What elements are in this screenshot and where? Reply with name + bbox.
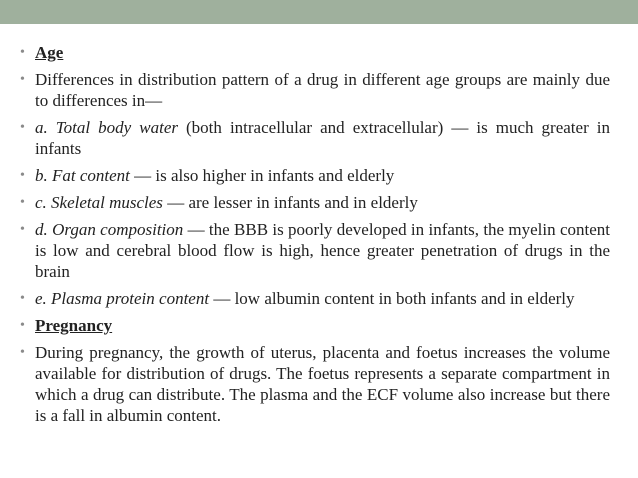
- bullet-fat-content: [20, 165, 610, 186]
- bullet-age-intro: [20, 69, 610, 111]
- bullet-text: During pregnancy, the growth of uterus, placenta and foetus increases the volume available for distribution of drugs. The foetus represents a separate compartment in which a drug can distribute. The plasma and the ECF volume also increase but there is a fall in albumin content.: [35, 343, 610, 425]
- bullet-pregnancy-text: [20, 342, 610, 426]
- bullet-text: (both intracellular and extracellular) — is much greater in infants: [35, 118, 611, 158]
- bullet-plasma-protein: [20, 288, 610, 309]
- bullet-text: — the BBB is poorly developed in infants, the myelin content is low and cerebral blood flow is high, hence greater penetration of drugs in the brain: [35, 220, 610, 281]
- section-heading-age: Age: [35, 43, 64, 62]
- bullet-list: [20, 42, 610, 426]
- bullet-text: — low albumin content in both infants and in elderly: [209, 289, 575, 308]
- slide-header-bar: [0, 0, 638, 24]
- section-heading-pregnancy: Pregnancy: [35, 316, 113, 335]
- bullet-term: c. Skeletal muscles: [35, 193, 163, 212]
- bullet-text: Differences in distribution pattern of a drug in different age groups are mainly due to differences in—: [35, 70, 610, 110]
- bullet-age-heading: [20, 42, 610, 63]
- slide-content: [20, 42, 610, 432]
- bullet-term: d. Organ composition: [35, 220, 184, 239]
- bullet-term: a. Total body water: [35, 118, 178, 137]
- bullet-text: — are lesser in infants and in elderly: [162, 193, 418, 212]
- bullet-skeletal-muscles: [20, 192, 610, 213]
- bullet-organ-composition: [20, 219, 610, 282]
- bullet-total-body-water: [20, 117, 610, 159]
- bullet-term: e. Plasma protein content: [35, 289, 210, 308]
- bullet-pregnancy-heading: [20, 315, 610, 336]
- bullet-term: b. Fat content: [35, 166, 130, 185]
- bullet-text: — is also higher in infants and elderly: [129, 166, 395, 185]
